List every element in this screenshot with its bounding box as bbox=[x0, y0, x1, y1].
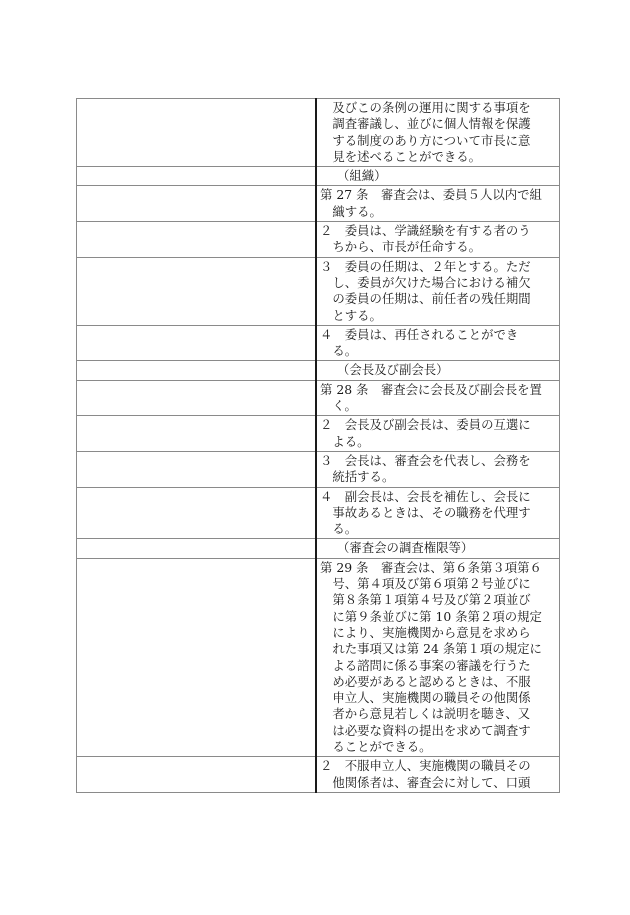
right-column-cell bbox=[316, 99, 560, 167]
ordinance-table-body bbox=[77, 99, 560, 793]
article-heading: （組織） bbox=[337, 168, 387, 184]
right-column-cell bbox=[316, 539, 560, 558]
left-column-cell bbox=[77, 539, 317, 558]
right-column-cell bbox=[316, 325, 560, 361]
article-heading: （会長及び副会長） bbox=[337, 362, 449, 378]
left-column-cell bbox=[77, 487, 317, 539]
left-column-cell bbox=[77, 757, 317, 793]
article-text: 第 27 条 審査会は、委員５人以内で組 織する。 bbox=[320, 187, 542, 219]
left-column-cell bbox=[77, 451, 317, 487]
right-column-cell bbox=[316, 380, 560, 416]
right-column-cell bbox=[316, 361, 560, 380]
article-text: ２ 会長及び副会長は、委員の互選に よる。 bbox=[320, 417, 531, 449]
table-row bbox=[77, 222, 560, 258]
table-row bbox=[77, 757, 560, 793]
left-column-cell bbox=[77, 257, 317, 325]
article-text: 第 29 条 審査会は、第６条第３項第６ 号、第４項及び第６項第２号並びに 第８条第１項第４号及び第２項並び に第９条並びに第 10 条第２項の規定 により、実施機関から意見を求めら れた事項又は第 24 条第１項の規定に よる諮問に係る事案の審議を行うた め必要があると認めるときは、不服 申立人、実施機関の職員その他関係 者から意見若しくは説明を聴き、又 は必要な資料の提出を求めて調査す ることができる。 bbox=[320, 559, 542, 754]
left-column-cell bbox=[77, 325, 317, 361]
article-text: ２ 不服申立人、実施機関の職員その 他関係者は、審査会に対して、口頭 bbox=[320, 758, 531, 790]
left-column-cell bbox=[77, 167, 317, 186]
left-column-cell bbox=[77, 186, 317, 222]
article-text: ３ 会長は、審査会を代表し、会務を 統括する。 bbox=[320, 452, 531, 485]
left-column-cell bbox=[77, 416, 317, 452]
table-row bbox=[77, 167, 560, 186]
article-text: 及びこの条例の運用に関する事項を 調査審議し、並びに個人情報を保護 する制度のあり方について市長に意 見を述べることができる。 bbox=[332, 100, 531, 164]
table-row bbox=[77, 99, 560, 167]
left-column-cell bbox=[77, 361, 317, 380]
article-text: ２ 委員は、学識経験を有する者のう ちから、市長が任命する。 bbox=[320, 223, 531, 255]
left-column-cell bbox=[77, 222, 317, 258]
right-column-cell bbox=[316, 186, 560, 222]
right-column-cell bbox=[316, 451, 560, 487]
table-row bbox=[77, 487, 560, 539]
left-column-cell bbox=[77, 558, 317, 757]
table-row bbox=[77, 380, 560, 416]
right-column-cell bbox=[316, 757, 560, 793]
table-row bbox=[77, 451, 560, 487]
table-row bbox=[77, 186, 560, 222]
table-row bbox=[77, 539, 560, 558]
article-text: 第 28 条 審査会に会長及び副会長を置 く。 bbox=[320, 381, 542, 414]
article-heading: （審査会の調査権限等） bbox=[337, 540, 474, 556]
article-text: ４ 副会長は、会長を補佐し、会長に 事故あるときは、その職務を代理す る。 bbox=[320, 488, 531, 537]
table-row bbox=[77, 325, 560, 361]
article-text: ３ 委員の任期は、２年とする。ただ し、委員が欠けた場合における補欠 の委員の任期は、前任者の残任期間 とする。 bbox=[320, 258, 531, 323]
right-column-cell bbox=[316, 416, 560, 452]
table-row bbox=[77, 257, 560, 325]
left-column-cell bbox=[77, 99, 317, 167]
right-column-cell bbox=[316, 167, 560, 186]
ordinance-table bbox=[76, 98, 560, 793]
article-text: ４ 委員は、再任されることができ る。 bbox=[320, 326, 519, 359]
right-column-cell bbox=[316, 558, 560, 757]
right-column-cell bbox=[316, 257, 560, 325]
table-row bbox=[77, 416, 560, 452]
right-column-cell bbox=[316, 222, 560, 258]
table-row bbox=[77, 361, 560, 380]
right-column-cell bbox=[316, 487, 560, 539]
left-column-cell bbox=[77, 380, 317, 416]
table-row bbox=[77, 558, 560, 757]
